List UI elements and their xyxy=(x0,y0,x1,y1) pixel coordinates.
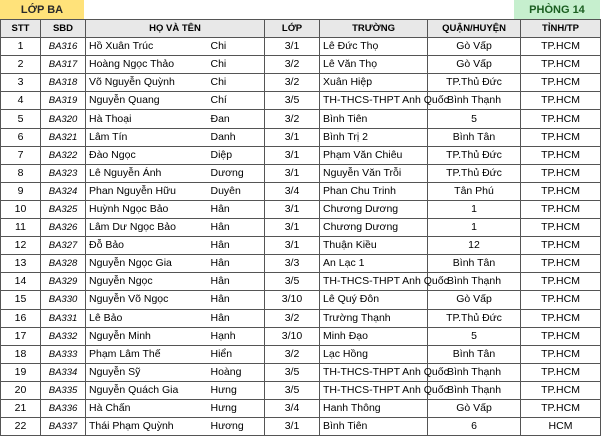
row-stt: 16 xyxy=(1,309,41,327)
row-class: 3/1 xyxy=(265,418,320,436)
row-city: TP.HCM xyxy=(521,110,601,128)
row-district: Gò Vấp xyxy=(428,38,521,56)
row-district: Bình Thạnh xyxy=(428,363,521,381)
table-row xyxy=(1,164,601,182)
row-sbd: BA335 xyxy=(41,381,86,399)
row-school: Bình Tiên xyxy=(320,418,428,436)
row-stt: 19 xyxy=(1,363,41,381)
row-given-name: Diệp xyxy=(208,146,265,164)
table-row xyxy=(1,381,601,399)
row-school: Lê Quý Đôn xyxy=(320,291,428,309)
row-city: TP.HCM xyxy=(521,92,601,110)
row-class: 3/1 xyxy=(265,200,320,218)
row-city: TP.HCM xyxy=(521,146,601,164)
header-sbd: SBD xyxy=(41,20,86,38)
row-class: 3/3 xyxy=(265,255,320,273)
row-class: 3/1 xyxy=(265,164,320,182)
table-row xyxy=(1,255,601,273)
row-given-name: Chi xyxy=(208,38,265,56)
row-district: 6 xyxy=(428,418,521,436)
header-school: TRƯỜNG xyxy=(320,20,428,38)
row-school: Minh Đạo xyxy=(320,327,428,345)
header-city: TỈNH/TP xyxy=(521,20,601,38)
row-sbd: BA334 xyxy=(41,363,86,381)
row-family-name: Hoàng Ngọc Thảo xyxy=(86,56,208,74)
row-given-name: Hạnh xyxy=(208,327,265,345)
table-row xyxy=(1,92,601,110)
row-family-name: Nguyễn Sỹ xyxy=(86,363,208,381)
row-district: 1 xyxy=(428,219,521,237)
header-name: HỌ VÀ TÊN xyxy=(86,20,265,38)
row-class: 3/1 xyxy=(265,128,320,146)
row-given-name: Hoàng xyxy=(208,363,265,381)
row-given-name: Hân xyxy=(208,219,265,237)
row-stt: 10 xyxy=(1,200,41,218)
row-stt: 11 xyxy=(1,219,41,237)
row-family-name: Hồ Xuân Trúc xyxy=(86,38,208,56)
row-given-name: Chi xyxy=(208,56,265,74)
row-family-name: Hà Thoại xyxy=(86,110,208,128)
row-city: TP.HCM xyxy=(521,237,601,255)
row-given-name: Hân xyxy=(208,273,265,291)
row-stt: 3 xyxy=(1,74,41,92)
table-row xyxy=(1,110,601,128)
row-school: Lạc Hồng xyxy=(320,345,428,363)
header-class: LỚP xyxy=(265,20,320,38)
row-sbd: BA323 xyxy=(41,164,86,182)
row-stt: 14 xyxy=(1,273,41,291)
row-school: TH-THCS-THPT Anh Quốc xyxy=(320,363,428,381)
row-school: An Lạc 1 xyxy=(320,255,428,273)
row-sbd: BA317 xyxy=(41,56,86,74)
row-family-name: Nguyễn Ngọc xyxy=(86,273,208,291)
row-sbd: BA337 xyxy=(41,418,86,436)
row-school: Phan Chu Trinh xyxy=(320,182,428,200)
row-district: 1 xyxy=(428,200,521,218)
row-class: 3/1 xyxy=(265,219,320,237)
row-school: Phạm Văn Chiêu xyxy=(320,146,428,164)
row-stt: 13 xyxy=(1,255,41,273)
row-class: 3/2 xyxy=(265,309,320,327)
row-given-name: Hương xyxy=(208,418,265,436)
row-school: Trường Thạnh xyxy=(320,309,428,327)
row-given-name: Hân xyxy=(208,237,265,255)
row-city: TP.HCM xyxy=(521,255,601,273)
row-given-name: Chi xyxy=(208,74,265,92)
row-district: Bình Tân xyxy=(428,255,521,273)
row-district: Bình Thạnh xyxy=(428,381,521,399)
row-city: TP.HCM xyxy=(521,56,601,74)
row-city: TP.HCM xyxy=(521,291,601,309)
row-district: Bình Tân xyxy=(428,128,521,146)
row-sbd: BA336 xyxy=(41,399,86,417)
row-district: TP.Thủ Đức xyxy=(428,74,521,92)
row-family-name: Phạm Lâm Thế xyxy=(86,345,208,363)
table-row xyxy=(1,128,601,146)
row-family-name: Nguyễn Võ Ngọc xyxy=(86,291,208,309)
row-city: TP.HCM xyxy=(521,219,601,237)
row-city: TP.HCM xyxy=(521,363,601,381)
row-school: Bình Trị 2 xyxy=(320,128,428,146)
row-family-name: Võ Nguyễn Quỳnh xyxy=(86,74,208,92)
table-row xyxy=(1,219,601,237)
row-city: TP.HCM xyxy=(521,74,601,92)
row-class: 3/4 xyxy=(265,399,320,417)
row-school: TH-THCS-THPT Anh Quốc xyxy=(320,381,428,399)
table-row xyxy=(1,237,601,255)
row-stt: 6 xyxy=(1,128,41,146)
row-family-name: Nguyễn Quang xyxy=(86,92,208,110)
row-school: Xuân Hiệp xyxy=(320,74,428,92)
row-given-name: Đan xyxy=(208,110,265,128)
row-sbd: BA320 xyxy=(41,110,86,128)
row-family-name: Thái Phạm Quỳnh xyxy=(86,418,208,436)
row-sbd: BA319 xyxy=(41,92,86,110)
row-city: TP.HCM xyxy=(521,381,601,399)
header-stt: STT xyxy=(1,20,41,38)
row-class: 3/4 xyxy=(265,182,320,200)
row-family-name: Nguyễn Minh xyxy=(86,327,208,345)
class-banner: LỚP BA xyxy=(0,0,84,19)
row-school: TH-THCS-THPT Anh Quốc xyxy=(320,273,428,291)
row-sbd: BA318 xyxy=(41,74,86,92)
row-family-name: Lê Bảo xyxy=(86,309,208,327)
row-district: 12 xyxy=(428,237,521,255)
row-class: 3/5 xyxy=(265,92,320,110)
row-sbd: BA327 xyxy=(41,237,86,255)
row-school: Chương Dương xyxy=(320,200,428,218)
row-class: 3/1 xyxy=(265,237,320,255)
row-sbd: BA329 xyxy=(41,273,86,291)
row-given-name: Hân xyxy=(208,309,265,327)
row-given-name: Hân xyxy=(208,291,265,309)
row-stt: 1 xyxy=(1,38,41,56)
row-stt: 17 xyxy=(1,327,41,345)
row-sbd: BA328 xyxy=(41,255,86,273)
row-sbd: BA330 xyxy=(41,291,86,309)
row-class: 3/1 xyxy=(265,38,320,56)
row-city: TP.HCM xyxy=(521,200,601,218)
row-stt: 4 xyxy=(1,92,41,110)
row-district: Gò Vấp xyxy=(428,399,521,417)
row-school: Lê Đức Thọ xyxy=(320,38,428,56)
row-stt: 5 xyxy=(1,110,41,128)
row-stt: 15 xyxy=(1,291,41,309)
table-row xyxy=(1,146,601,164)
table-row xyxy=(1,327,601,345)
row-city: HCM xyxy=(521,418,601,436)
row-district: TP.Thủ Đức xyxy=(428,309,521,327)
row-family-name: Nguyễn Ngọc Gia xyxy=(86,255,208,273)
row-district: Bình Tân xyxy=(428,345,521,363)
row-given-name: Hưng xyxy=(208,399,265,417)
row-stt: 22 xyxy=(1,418,41,436)
row-family-name: Phan Nguyễn Hữu xyxy=(86,182,208,200)
header-district: QUẬN/HUYỆN xyxy=(428,20,521,38)
row-city: TP.HCM xyxy=(521,164,601,182)
row-family-name: Lâm Dư Ngọc Bảo xyxy=(86,219,208,237)
row-sbd: BA324 xyxy=(41,182,86,200)
row-class: 3/10 xyxy=(265,327,320,345)
row-city: TP.HCM xyxy=(521,128,601,146)
row-school: Bình Tiên xyxy=(320,110,428,128)
row-sbd: BA321 xyxy=(41,128,86,146)
row-city: TP.HCM xyxy=(521,309,601,327)
row-class: 3/5 xyxy=(265,363,320,381)
row-district: Gò Vấp xyxy=(428,291,521,309)
row-city: TP.HCM xyxy=(521,345,601,363)
table-row xyxy=(1,291,601,309)
row-school: TH-THCS-THPT Anh Quốc xyxy=(320,92,428,110)
row-class: 3/1 xyxy=(265,146,320,164)
row-district: Bình Thạnh xyxy=(428,273,521,291)
row-sbd: BA326 xyxy=(41,219,86,237)
table-row xyxy=(1,418,601,436)
room-banner: PHÒNG 14 xyxy=(514,0,600,19)
row-city: TP.HCM xyxy=(521,399,601,417)
row-school: Thuận Kiều xyxy=(320,237,428,255)
row-class: 3/10 xyxy=(265,291,320,309)
table-row xyxy=(1,56,601,74)
table-row xyxy=(1,200,601,218)
row-stt: 8 xyxy=(1,164,41,182)
row-district: 5 xyxy=(428,327,521,345)
table-row xyxy=(1,273,601,291)
row-sbd: BA332 xyxy=(41,327,86,345)
row-school: Chương Dương xyxy=(320,219,428,237)
row-school: Nguyễn Văn Trỗi xyxy=(320,164,428,182)
table-row xyxy=(1,399,601,417)
row-sbd: BA333 xyxy=(41,345,86,363)
row-stt: 20 xyxy=(1,381,41,399)
row-city: TP.HCM xyxy=(521,182,601,200)
table-row xyxy=(1,74,601,92)
student-table xyxy=(0,19,601,436)
row-stt: 7 xyxy=(1,146,41,164)
table-row xyxy=(1,38,601,56)
row-family-name: Huỳnh Ngọc Bảo xyxy=(86,200,208,218)
row-district: TP.Thủ Đức xyxy=(428,146,521,164)
row-school: Lê Văn Thọ xyxy=(320,56,428,74)
row-stt: 12 xyxy=(1,237,41,255)
row-sbd: BA322 xyxy=(41,146,86,164)
row-sbd: BA331 xyxy=(41,309,86,327)
row-stt: 21 xyxy=(1,399,41,417)
row-district: Tân Phú xyxy=(428,182,521,200)
row-district: TP.Thủ Đức xyxy=(428,164,521,182)
row-class: 3/5 xyxy=(265,273,320,291)
row-stt: 9 xyxy=(1,182,41,200)
row-family-name: Đỗ Bảo xyxy=(86,237,208,255)
row-given-name: Chí xyxy=(208,92,265,110)
row-family-name: Hà Chấn xyxy=(86,399,208,417)
row-district: Bình Thạnh xyxy=(428,92,521,110)
table-row xyxy=(1,182,601,200)
row-class: 3/5 xyxy=(265,381,320,399)
row-family-name: Lâm Tín xyxy=(86,128,208,146)
row-district: 5 xyxy=(428,110,521,128)
row-given-name: Duyên xyxy=(208,182,265,200)
row-stt: 18 xyxy=(1,345,41,363)
row-family-name: Đào Ngọc xyxy=(86,146,208,164)
row-family-name: Lê Nguyễn Ánh xyxy=(86,164,208,182)
row-family-name: Nguyễn Quách Gia xyxy=(86,381,208,399)
table-header-row xyxy=(1,20,601,38)
row-given-name: Hân xyxy=(208,200,265,218)
row-class: 3/2 xyxy=(265,56,320,74)
row-city: TP.HCM xyxy=(521,38,601,56)
row-given-name: Hân xyxy=(208,255,265,273)
row-class: 3/2 xyxy=(265,74,320,92)
row-given-name: Dương xyxy=(208,164,265,182)
row-city: TP.HCM xyxy=(521,327,601,345)
table-row xyxy=(1,309,601,327)
row-given-name: Danh xyxy=(208,128,265,146)
row-sbd: BA325 xyxy=(41,200,86,218)
row-school: Hanh Thông xyxy=(320,399,428,417)
row-city: TP.HCM xyxy=(521,273,601,291)
row-given-name: Hiển xyxy=(208,345,265,363)
row-class: 3/2 xyxy=(265,345,320,363)
table-row xyxy=(1,363,601,381)
row-district: Gò Vấp xyxy=(428,56,521,74)
row-stt: 2 xyxy=(1,56,41,74)
row-sbd: BA316 xyxy=(41,38,86,56)
row-given-name: Hưng xyxy=(208,381,265,399)
table-row xyxy=(1,345,601,363)
row-class: 3/2 xyxy=(265,110,320,128)
